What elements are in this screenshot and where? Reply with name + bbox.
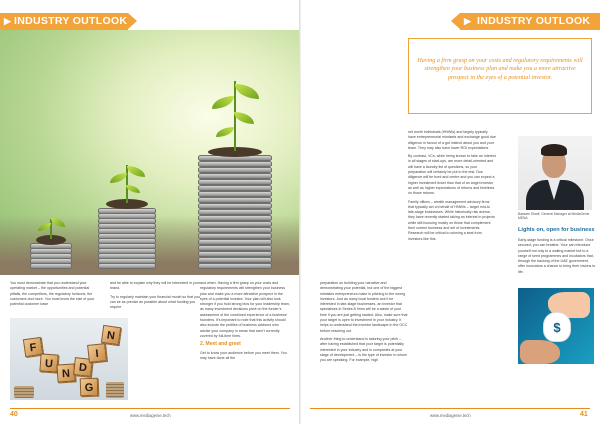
right-column-1-bottom — [320, 281, 408, 366]
chevron-right-icon: ▶ — [464, 16, 472, 26]
right-column-1-top — [408, 130, 496, 245]
footer-rule — [10, 408, 290, 409]
paragraph: You must demonstrate that you understand your operating market – the opportunities and potential pitfalls, the competitors, the regulatory horizons, the customers and more. You must know the size of your potential customer base — [10, 281, 95, 307]
letter-block: N — [56, 363, 75, 382]
paragraph: preparation on building your narrative and demonstrating your potential, but one of the biggest mistakes entrepreneurs make is pitching to the wrong investors. Just as many local funders won’t be interested in late-stage businesses, an investor that specialises in Series B firms will be a waste of your time if you are just getting started. Also, make sure that your target is open to investment in your industry. It helps to understand the investor landscape in the GCC before reaching out. — [320, 281, 408, 333]
paragraph: By contrast, VCs, while being known to take an interest in all stages of start-ups, are more detail-oriented and will have a laundry list of questions, so your preparation will certainly be put to the test. Due diligence will be front and centre and you can expect a higher investment ticket than that of an angel investor as well as higher expectations of returns and timelines on those returns. — [408, 154, 496, 196]
funding-blocks-photo — [10, 318, 128, 400]
section-subheading: Lights on, open for business — [518, 227, 595, 233]
right-section-banner — [460, 13, 600, 30]
coin-stack — [198, 151, 272, 269]
paragraph: Get to know your audience before you meet them. You may have done all the — [200, 350, 287, 360]
letter-block: U — [39, 353, 58, 372]
letter-block: N — [101, 325, 121, 345]
section-heading: 2. Meet and greet — [200, 341, 241, 348]
portrait-photo — [518, 136, 592, 210]
paragraph: Another thing to understand is tailoring your pitch – after having established that your target is potentially interested in your industry and in companies at your stage of development – is the type of investor to whom you are speaking. For example, high — [320, 336, 407, 363]
paragraph: Family offices – wealth management advisory firms that typically act on behalf of HNWIs – target mid-to late-stage businesses. While historically risk averse, they have recently started taking an interest in projects while still focusing mostly on those that complement their current business and set of investments. Research will be critical to winning a seat from investors like this. — [408, 199, 495, 241]
spread-spine — [299, 0, 301, 424]
coins-plants-photo — [0, 30, 300, 275]
footer-url[interactable]: www.mediagenie.tech — [430, 413, 471, 418]
right-banner-label: INDUSTRY OUTLOOK — [477, 15, 591, 27]
footer-url[interactable]: www.mediagenie.tech — [130, 413, 171, 418]
paragraph: Try to regularly maintain your financial model so that you can be as precise as possible about what funding you require — [110, 294, 200, 310]
coin-stack — [30, 239, 72, 269]
page-number: 41 — [580, 411, 588, 418]
pull-quote-text: Having a firm grasp on your costs and regulatory requirements will strengthen your business plan and make you a more attractive prospect in the eyes of a potential investor. — [417, 58, 583, 81]
footer-rule — [310, 408, 590, 409]
left-banner-label: INDUSTRY OUTLOOK — [14, 15, 128, 27]
pull-quote — [408, 38, 592, 114]
right-page — [300, 0, 600, 424]
paragraph: and be able to explain why they will be interested in your brand. — [110, 281, 200, 291]
left-column-3 — [200, 281, 290, 364]
portrait-caption: Bassam Sharif, General Manager at MediaGenie MENA — [518, 212, 590, 221]
letter-block: I — [87, 343, 107, 363]
right-column-2 — [518, 238, 596, 278]
money-bag-icon: $ — [543, 312, 571, 342]
letter-block: F — [23, 337, 43, 357]
left-column-2 — [110, 281, 200, 313]
left-column-1 — [10, 281, 100, 310]
page-number: 40 — [10, 411, 18, 418]
money-bag-hands-photo — [518, 288, 594, 364]
paragraph: Early-stage funding is a critical milestone. Once secured, you can breathe. Your can introduce yourself not only to a waiting market but to a range of seed programmes and incubators that, through the backing of the UAE government, offer innovators a chance to bring their visions to life. — [518, 238, 596, 274]
paragraph: net worth individuals (HNWIs) and largely typically have entrepreneurial mindsets and exchange good due diligence in favour of a gut instinct about you and your team. They may also have lower ROI expectations. — [408, 130, 496, 150]
letter-block: D — [73, 357, 93, 377]
coin-stack — [98, 203, 156, 269]
left-section-banner — [0, 13, 128, 30]
paragraph: and when. Having a firm grasp on your costs and regulatory requirements will strengthen your business plan and make you a more attractive prospect in the eyes of a potential investor. Your plan will also look stronger if you hold strong bios for your leadership team, as many investment decisions pivot on the funder’s assessment of the combined experience of a business’ founders. It’s important to note that this activity should also include the profiles of business advisors who advise your company in areas that aren’t currently covered by full-time hires. — [200, 281, 290, 338]
letter-block: G — [80, 378, 99, 397]
chevron-right-icon: ▶ — [4, 16, 12, 26]
